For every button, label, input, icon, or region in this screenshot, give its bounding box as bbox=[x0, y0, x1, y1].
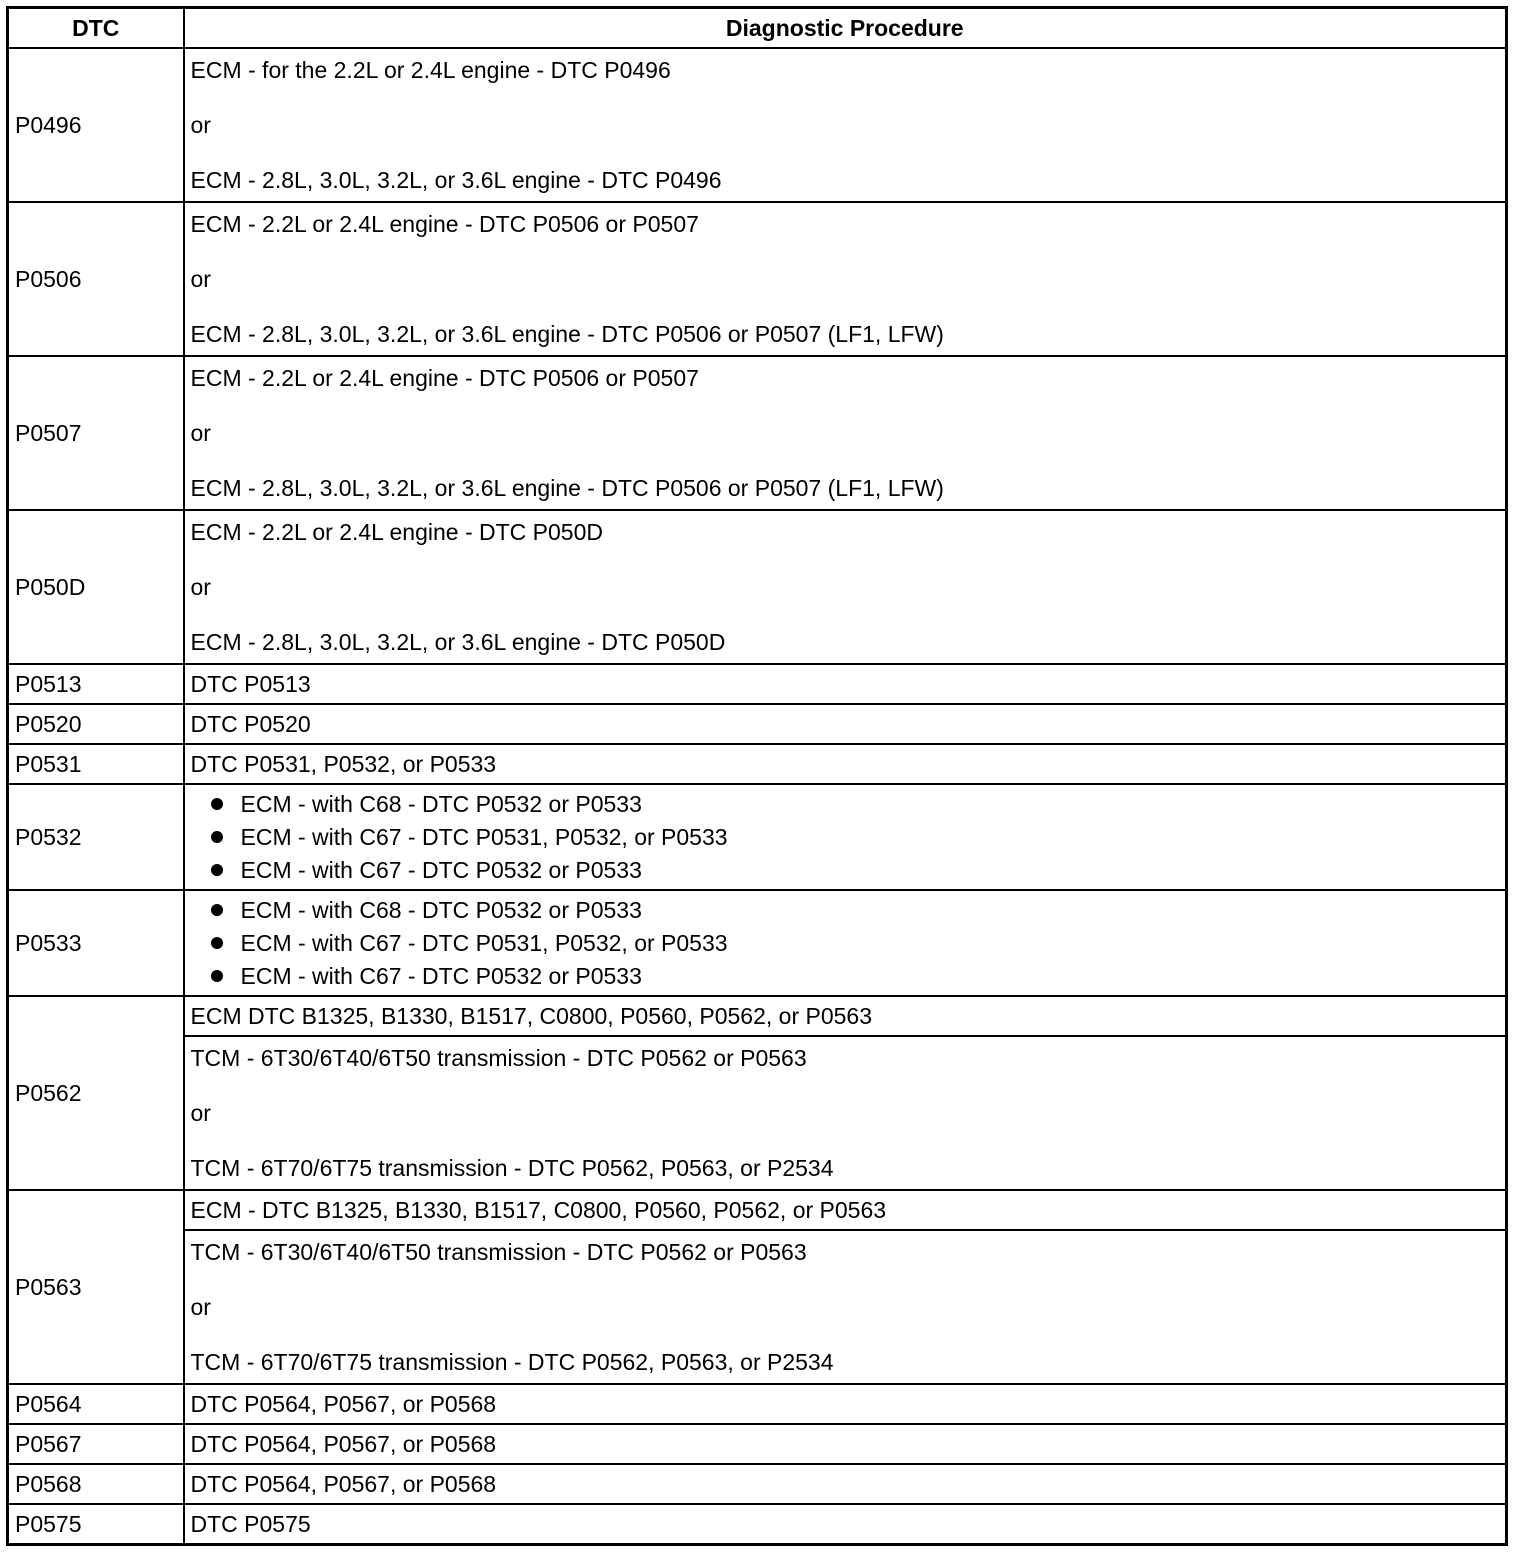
table-row bbox=[8, 704, 1507, 744]
dtc-code: P0506 bbox=[8, 202, 184, 356]
table-row bbox=[8, 1384, 1507, 1424]
table-row bbox=[8, 784, 1507, 890]
table-row bbox=[8, 1464, 1507, 1504]
table-row bbox=[8, 356, 1507, 510]
procedure-cell: DTC P0575 bbox=[184, 1504, 1507, 1545]
procedure-line: TCM - 6T70/6T75 transmission - DTC P0562, P0563, or P2534 bbox=[190, 1155, 834, 1181]
dtc-code: P0568 bbox=[8, 1464, 184, 1504]
bullet-item: ECM - with C67 - DTC P0532 or P0533 bbox=[191, 960, 1500, 993]
dtc-code: P0513 bbox=[8, 664, 184, 704]
table-row bbox=[8, 48, 1507, 202]
procedure-cell bbox=[184, 890, 1507, 996]
dtc-code: P0563 bbox=[8, 1190, 184, 1384]
procedure-cell: DTC P0531, P0532, or P0533 bbox=[184, 744, 1507, 784]
table-row bbox=[8, 202, 1507, 356]
dtc-table bbox=[6, 6, 1508, 1546]
procedure-line: ECM - 2.2L or 2.4L engine - DTC P0506 or P0507 bbox=[190, 365, 699, 391]
procedure-cell bbox=[184, 356, 1507, 510]
procedure-line: ECM - 2.2L or 2.4L engine - DTC P050D bbox=[190, 519, 603, 545]
bullet-item: ECM - with C67 - DTC P0531, P0532, or P0533 bbox=[191, 927, 1500, 960]
procedure-cell bbox=[184, 784, 1507, 890]
dtc-code: P0575 bbox=[8, 1504, 184, 1545]
procedure-line: ECM - 2.8L, 3.0L, 3.2L, or 3.6L engine - DTC P0496 bbox=[190, 167, 722, 193]
procedure-cell: ECM DTC B1325, B1330, B1517, C0800, P0560, P0562, or P0563 bbox=[184, 996, 1507, 1036]
procedure-or: or bbox=[190, 112, 211, 138]
procedure-cell: DTC P0564, P0567, or P0568 bbox=[184, 1424, 1507, 1464]
procedure-cell bbox=[184, 510, 1507, 664]
table-row bbox=[8, 510, 1507, 664]
procedure-cell bbox=[184, 48, 1507, 202]
dtc-code: P0496 bbox=[8, 48, 184, 202]
procedure-cell: DTC P0564, P0567, or P0568 bbox=[184, 1384, 1507, 1424]
procedure-cell bbox=[184, 1230, 1507, 1384]
header-dtc: DTC bbox=[8, 8, 184, 49]
table-row bbox=[8, 890, 1507, 996]
procedure-cell bbox=[184, 1036, 1507, 1190]
procedure-or: or bbox=[190, 266, 211, 292]
procedure-line: ECM - for the 2.2L or 2.4L engine - DTC P0496 bbox=[190, 57, 671, 83]
dtc-code: P0567 bbox=[8, 1424, 184, 1464]
procedure-cell: DTC P0564, P0567, or P0568 bbox=[184, 1464, 1507, 1504]
dtc-code: P0532 bbox=[8, 784, 184, 890]
procedure-or: or bbox=[190, 1294, 211, 1320]
table-row bbox=[8, 1230, 1507, 1384]
table-row bbox=[8, 744, 1507, 784]
table-row bbox=[8, 1190, 1507, 1230]
dtc-code: P0531 bbox=[8, 744, 184, 784]
procedure-or: or bbox=[190, 574, 211, 600]
procedure-line: ECM - 2.8L, 3.0L, 3.2L, or 3.6L engine - DTC P0506 or P0507 (LF1, LFW) bbox=[190, 321, 944, 347]
table-row bbox=[8, 996, 1507, 1036]
dtc-code: P0507 bbox=[8, 356, 184, 510]
procedure-or: or bbox=[190, 1100, 211, 1126]
bullet-item: ECM - with C68 - DTC P0532 or P0533 bbox=[191, 894, 1500, 927]
procedure-line: ECM - 2.2L or 2.4L engine - DTC P0506 or P0507 bbox=[190, 211, 699, 237]
procedure-line: TCM - 6T30/6T40/6T50 transmission - DTC P0562 or P0563 bbox=[190, 1045, 807, 1071]
procedure-cell: ECM - DTC B1325, B1330, B1517, C0800, P0560, P0562, or P0563 bbox=[184, 1190, 1507, 1230]
procedure-cell: DTC P0520 bbox=[184, 704, 1507, 744]
procedure-line: TCM - 6T70/6T75 transmission - DTC P0562, P0563, or P2534 bbox=[190, 1349, 834, 1375]
header-procedure: Diagnostic Procedure bbox=[184, 8, 1507, 49]
bullet-list bbox=[191, 894, 1500, 993]
table-row bbox=[8, 1504, 1507, 1545]
procedure-line: ECM - 2.8L, 3.0L, 3.2L, or 3.6L engine - DTC P0506 or P0507 (LF1, LFW) bbox=[190, 475, 944, 501]
table-row bbox=[8, 1036, 1507, 1190]
bullet-item: ECM - with C68 - DTC P0532 or P0533 bbox=[191, 788, 1500, 821]
procedure-line: ECM - 2.8L, 3.0L, 3.2L, or 3.6L engine - DTC P050D bbox=[190, 629, 726, 655]
table-row bbox=[8, 664, 1507, 704]
dtc-code: P0520 bbox=[8, 704, 184, 744]
dtc-code: P050D bbox=[8, 510, 184, 664]
dtc-code: P0564 bbox=[8, 1384, 184, 1424]
bullet-item: ECM - with C67 - DTC P0532 or P0533 bbox=[191, 854, 1500, 887]
procedure-or: or bbox=[190, 420, 211, 446]
header-row bbox=[8, 8, 1507, 49]
dtc-code: P0533 bbox=[8, 890, 184, 996]
bullet-item: ECM - with C67 - DTC P0531, P0532, or P0533 bbox=[191, 821, 1500, 854]
table-row bbox=[8, 1424, 1507, 1464]
bullet-list bbox=[191, 788, 1500, 887]
procedure-line: TCM - 6T30/6T40/6T50 transmission - DTC P0562 or P0563 bbox=[190, 1239, 807, 1265]
procedure-cell: DTC P0513 bbox=[184, 664, 1507, 704]
procedure-cell bbox=[184, 202, 1507, 356]
dtc-code: P0562 bbox=[8, 996, 184, 1190]
